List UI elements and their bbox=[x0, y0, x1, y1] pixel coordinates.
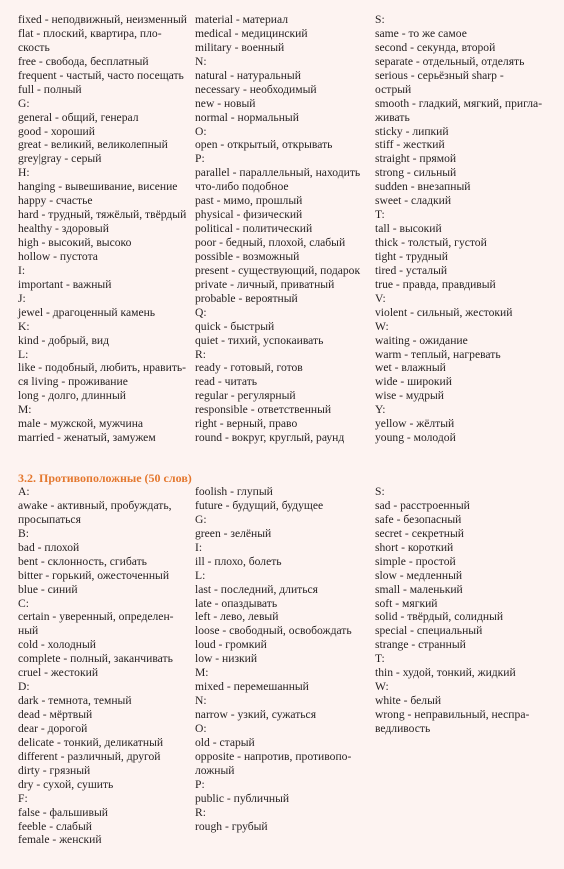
word-entry: healthy - здоровый bbox=[18, 222, 109, 236]
word-column-3 bbox=[375, 13, 542, 445]
letter-header: J: bbox=[18, 291, 26, 305]
word-entry: different - различный, другой bbox=[18, 749, 161, 763]
word-entry: female - женский bbox=[18, 833, 102, 847]
word-entry: necessary - необходимый bbox=[195, 82, 317, 96]
word-column-3 bbox=[375, 485, 529, 736]
word-entry: future - будущий, будущее bbox=[195, 498, 324, 512]
word-entry: stiff - жесткий bbox=[375, 138, 445, 152]
section-heading: 3.2. Противоположные (50 слов) bbox=[18, 471, 192, 485]
word-entry: thin - худой, тонкий, жидкий bbox=[375, 666, 516, 680]
word-entry: solid - твёрдый, солидный bbox=[375, 610, 504, 624]
word-entry: long - долго, длинный bbox=[18, 389, 126, 403]
letter-header: L: bbox=[195, 568, 206, 582]
word-entry: green - зелёный bbox=[195, 526, 272, 540]
word-entry: rough - грубый bbox=[195, 819, 268, 833]
word-entry: medical - медицинский bbox=[195, 26, 308, 40]
word-entry: past - мимо, прошлый bbox=[195, 194, 303, 208]
word-entry: живать bbox=[375, 110, 410, 124]
word-entry: grey|gray - серый bbox=[18, 152, 102, 166]
word-column-1 bbox=[18, 13, 187, 445]
letter-header: Q: bbox=[195, 305, 207, 319]
word-entry: просыпаться bbox=[18, 512, 81, 526]
word-entry: safe - безопасный bbox=[375, 512, 462, 526]
word-entry: jewel - драгоценный камень bbox=[18, 305, 156, 319]
letter-header: I: bbox=[18, 263, 26, 277]
word-entry: tall - высокий bbox=[375, 222, 442, 236]
letter-header: N: bbox=[195, 694, 207, 708]
word-entry: wide - широкий bbox=[375, 375, 452, 389]
word-entry: young - молодой bbox=[375, 431, 456, 445]
letter-header: H: bbox=[18, 166, 30, 180]
word-entry: open - открытый, открывать bbox=[195, 138, 333, 152]
word-entry: private - личный, приватный bbox=[195, 277, 335, 291]
word-entry: poor - бедный, плохой, слабый bbox=[195, 236, 346, 249]
word-entry: narrow - узкий, сужаться bbox=[195, 708, 317, 721]
letter-header: N: bbox=[195, 54, 207, 68]
word-entry: right - верный, право bbox=[195, 417, 298, 431]
word-entry: general - общий, генерал bbox=[18, 110, 139, 124]
word-entry: hanging - вывешивание, висение bbox=[18, 180, 178, 194]
word-entry: material - материал bbox=[195, 13, 288, 26]
letter-header: P: bbox=[195, 777, 205, 791]
word-entry: wet - влажный bbox=[375, 361, 446, 375]
word-entry: certain - уверенный, определен- bbox=[18, 610, 174, 624]
letter-header: R: bbox=[195, 805, 206, 819]
word-entry: natural - натуральный bbox=[195, 68, 301, 82]
word-entry: ready - готовый, готов bbox=[195, 361, 303, 375]
word-entry: military - военный bbox=[195, 40, 285, 54]
word-entry: feeble - слабый bbox=[18, 819, 92, 833]
word-entry: dirty - грязный bbox=[18, 763, 91, 777]
word-column-2 bbox=[195, 13, 360, 445]
word-entry: ся living - проживание bbox=[18, 375, 128, 389]
letter-header: R: bbox=[195, 347, 206, 361]
letter-header: W: bbox=[375, 680, 389, 694]
word-entry: present - существующий, подарок bbox=[195, 263, 361, 277]
word-entry: hollow - пустота bbox=[18, 249, 98, 263]
word-entry: complete - полный, заканчивать bbox=[18, 652, 173, 666]
word-entry: tired - усталый bbox=[375, 263, 448, 277]
word-entry: male - мужской, мужчина bbox=[18, 417, 144, 431]
word-entry: dry - сухой, сушить bbox=[18, 777, 114, 791]
letter-header: V: bbox=[375, 291, 386, 305]
letter-header: C: bbox=[18, 596, 29, 610]
word-entry: waiting - ожидание bbox=[375, 333, 468, 347]
letter-header: A: bbox=[18, 485, 30, 498]
word-entry: low - низкий bbox=[195, 652, 258, 666]
word-entry: loud - громкий bbox=[195, 638, 267, 652]
word-entry: second - секунда, второй bbox=[375, 40, 496, 54]
word-entry: ный bbox=[18, 624, 39, 638]
letter-header: G: bbox=[195, 512, 207, 526]
word-entry: secret - секретный bbox=[375, 526, 464, 540]
word-entry: strong - сильный bbox=[375, 166, 457, 180]
opposites-list-section bbox=[18, 485, 548, 855]
word-entry: bitter - горький, ожесточенный bbox=[18, 568, 170, 582]
word-entry: ill - плохо, болеть bbox=[195, 554, 282, 568]
letter-header: T: bbox=[375, 652, 385, 666]
word-entry: good - хороший bbox=[18, 124, 95, 138]
word-entry: late - опаздывать bbox=[195, 596, 278, 610]
letter-header: T: bbox=[375, 208, 385, 222]
word-entry: separate - отдельный, отделять bbox=[375, 54, 525, 68]
word-entry: smooth - гладкий, мягкий, пригла- bbox=[375, 96, 543, 110]
word-entry: frequent - частый, часто посещать bbox=[18, 68, 184, 82]
word-entry: sudden - внезапный bbox=[375, 180, 471, 194]
letter-header: M: bbox=[18, 403, 32, 417]
word-entry: tight - трудный bbox=[375, 249, 448, 263]
word-entry: wrong - неправильный, неспра- bbox=[375, 708, 530, 721]
word-entry: happy - счастье bbox=[18, 194, 93, 208]
word-entry: dark - темнота, темный bbox=[18, 694, 132, 708]
letter-header: S: bbox=[375, 485, 385, 498]
letter-header: Y: bbox=[375, 403, 386, 417]
word-entry: delicate - тонкий, деликатный bbox=[18, 735, 164, 749]
word-entry: physical - физический bbox=[195, 208, 303, 222]
word-entry: normal - нормальный bbox=[195, 110, 299, 124]
letter-header: B: bbox=[18, 526, 29, 540]
word-column-1 bbox=[18, 485, 174, 847]
word-entry: ложный bbox=[195, 763, 235, 777]
word-entry: острый bbox=[375, 82, 412, 96]
word-entry: responsible - ответственный bbox=[195, 403, 332, 417]
word-entry: sad - расстроенный bbox=[375, 498, 470, 512]
letter-header: P: bbox=[195, 152, 205, 166]
letter-header: G: bbox=[18, 96, 30, 110]
letter-header: L: bbox=[18, 347, 29, 361]
word-entry: cruel - жестокий bbox=[18, 666, 99, 680]
word-entry: serious - серьёзный sharp - bbox=[375, 68, 504, 82]
word-entry: awake - активный, пробуждать, bbox=[18, 498, 172, 512]
word-entry: same - то же самое bbox=[375, 26, 467, 40]
word-entry: cold - холодный bbox=[18, 638, 96, 652]
word-entry: quick - быстрый bbox=[195, 319, 275, 333]
letter-header: O: bbox=[195, 124, 207, 138]
word-entry: probable - вероятный bbox=[195, 291, 298, 305]
word-entry: soft - мягкий bbox=[375, 596, 438, 610]
word-entry: read - читать bbox=[195, 375, 258, 389]
word-entry: foolish - глупый bbox=[195, 485, 273, 498]
word-entry: sweet - сладкий bbox=[375, 194, 452, 208]
word-entry: slow - медленный bbox=[375, 568, 463, 582]
word-entry: hard - трудный, тяжёлый, твёрдый bbox=[18, 208, 187, 222]
word-entry: small - маленький bbox=[375, 582, 463, 596]
word-column-2 bbox=[195, 485, 352, 833]
letter-header: K: bbox=[18, 319, 30, 333]
word-entry: warm - теплый, нагревать bbox=[375, 347, 501, 361]
word-entry: что-либо подобное bbox=[195, 180, 289, 194]
letter-header: D: bbox=[18, 680, 30, 694]
word-entry: wise - мудрый bbox=[375, 389, 445, 403]
word-entry: simple - простой bbox=[375, 554, 456, 568]
word-entry: violent - сильный, жестокий bbox=[375, 305, 513, 319]
word-entry: left - лево, левый bbox=[195, 610, 279, 624]
word-entry: full - полный bbox=[18, 82, 82, 96]
word-entry: yellow - жёлтый bbox=[375, 417, 455, 431]
adjectives-list-section bbox=[18, 13, 548, 453]
word-entry: short - короткий bbox=[375, 540, 454, 554]
letter-header: O: bbox=[195, 721, 207, 735]
word-entry: blue - синий bbox=[18, 582, 78, 596]
word-entry: public - публичный bbox=[195, 791, 290, 805]
word-entry: political - политический bbox=[195, 222, 313, 236]
word-entry: fixed - неподвижный, неизменный bbox=[18, 13, 187, 26]
word-entry: straight - прямой bbox=[375, 152, 457, 166]
word-entry: special - специальный bbox=[375, 624, 483, 638]
word-entry: mixed - перемешанный bbox=[195, 680, 309, 694]
letter-header: S: bbox=[375, 13, 385, 26]
word-entry: dead - мёртвый bbox=[18, 708, 93, 721]
word-entry: kind - добрый, вид bbox=[18, 333, 110, 347]
word-entry: скость bbox=[18, 40, 50, 54]
word-entry: last - последний, длиться bbox=[195, 582, 319, 596]
word-entry: bad - плохой bbox=[18, 540, 80, 554]
word-entry: loose - свободный, освобождать bbox=[195, 624, 352, 638]
word-entry: false - фальшивый bbox=[18, 805, 108, 819]
word-entry: high - высокий, высоко bbox=[18, 236, 132, 249]
word-entry: ведливость bbox=[375, 721, 431, 735]
word-entry: important - важный bbox=[18, 277, 112, 291]
word-entry: possible - возможный bbox=[195, 249, 300, 263]
letter-header: F: bbox=[18, 791, 28, 805]
word-entry: thick - толстый, густой bbox=[375, 236, 487, 249]
word-entry: married - женатый, замужем bbox=[18, 431, 156, 445]
word-entry: dear - дорогой bbox=[18, 721, 88, 735]
letter-header: W: bbox=[375, 319, 389, 333]
word-entry: quiet - тихий, успокаивать bbox=[195, 333, 324, 347]
word-entry: sticky - липкий bbox=[375, 124, 449, 138]
word-entry: regular - регулярный bbox=[195, 389, 296, 403]
letter-header: M: bbox=[195, 666, 209, 680]
word-entry: round - вокруг, круглый, раунд bbox=[195, 431, 345, 445]
word-entry: opposite - напротив, противопо- bbox=[195, 749, 352, 763]
letter-header: I: bbox=[195, 540, 203, 554]
word-entry: flat - плоский, квартира, пло- bbox=[18, 26, 162, 40]
word-entry: strange - странный bbox=[375, 638, 466, 652]
word-entry: parallel - параллельный, находить bbox=[195, 166, 361, 180]
word-entry: great - великий, великолепный bbox=[18, 138, 168, 152]
word-entry: true - правда, правдивый bbox=[375, 277, 496, 291]
word-entry: old - старый bbox=[195, 735, 255, 749]
word-entry: white - белый bbox=[375, 694, 442, 708]
word-entry: free - свобода, бесплатный bbox=[18, 54, 149, 68]
word-entry: new - новый bbox=[195, 96, 256, 110]
word-entry: like - подобный, любить, нравить- bbox=[18, 361, 187, 375]
word-entry: bent - склонность, сгибать bbox=[18, 554, 147, 568]
